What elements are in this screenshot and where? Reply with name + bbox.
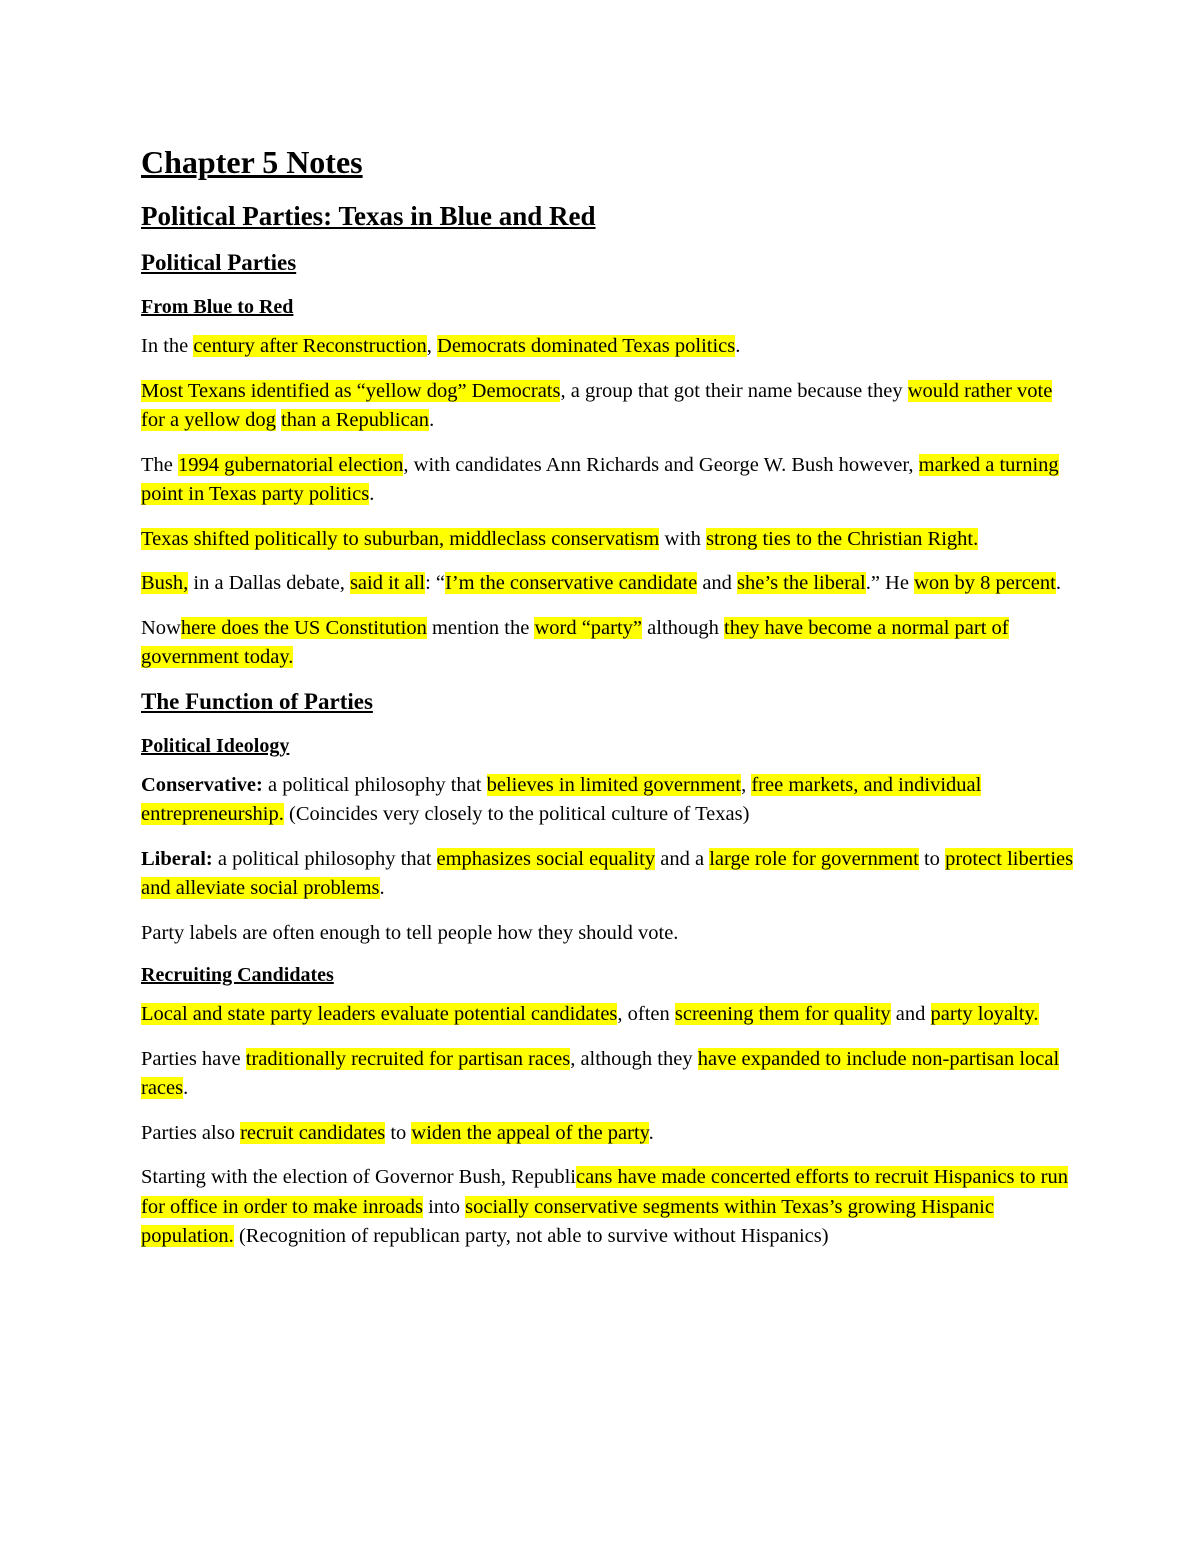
text-run: a political philosophy that [262, 773, 487, 796]
text-run: . [735, 335, 741, 357]
text-run: . [648, 1121, 654, 1144]
highlighted-text: protect liberties and alleviate social problems [141, 847, 1074, 899]
subsection-heading: From Blue to Red [141, 296, 294, 318]
highlighted-text: traditionally recruited for partisan races [245, 1047, 571, 1070]
highlighted-text: word “party” [534, 616, 643, 639]
paragraph [141, 1119, 1080, 1149]
highlighted-text: she’s the liberal [737, 572, 866, 594]
subsection-heading: Recruiting Candidates [141, 964, 334, 986]
highlighted-text: cans have made concerted efforts to recruit Hispanics to run for office in order to make inroads [141, 1166, 1068, 1218]
text-run: , a group that got their name because they [560, 379, 908, 402]
highlighted-text: strong ties to the Christian Right. [706, 527, 979, 550]
term-label: Conservative: [141, 773, 263, 796]
text-run: , with candidates Ann Richards and George W. Bush however, [403, 453, 919, 476]
text-run: (Recognition of republican party, not able to survive without Hispanics) [233, 1225, 829, 1247]
highlighted-text: than a Republican [281, 409, 430, 431]
text-run: . [369, 483, 375, 505]
paragraph [141, 919, 1080, 949]
text-run: . [183, 1077, 189, 1099]
paragraph [141, 451, 1080, 510]
doc-subtitle: Political Parties: Texas in Blue and Red [141, 201, 596, 231]
paragraph [141, 1163, 1080, 1252]
highlighted-text: believes in limited government [486, 773, 742, 796]
text-run: .” He [865, 572, 915, 594]
text-run: Now [141, 616, 181, 639]
highlighted-text: socially conservative segments within Texas’s growing Hispanic population. [141, 1195, 994, 1247]
text-run: and [697, 572, 738, 594]
highlighted-text: century after Reconstruction [193, 335, 427, 357]
paragraph [141, 771, 1080, 830]
doc-title: Chapter 5 Notes [141, 144, 363, 180]
highlighted-text: would rather vote for a yellow dog [141, 379, 1053, 431]
highlighted-text: large role for government [709, 847, 919, 870]
highlighted-text: widen the appeal of the party [411, 1121, 649, 1144]
text-run: a political philosophy that [212, 847, 437, 870]
highlighted-text: I’m the conservative candidate [445, 572, 698, 594]
paragraph [141, 614, 1080, 673]
paragraph [141, 1000, 1080, 1030]
highlighted-text: have expanded to include non-partisan local races [141, 1047, 1060, 1099]
text-run: in a Dallas debate, [188, 572, 350, 594]
doc-body [141, 246, 1080, 1252]
text-run: , although they [570, 1047, 698, 1070]
paragraph [141, 332, 1080, 362]
highlighted-text: won by 8 percent [914, 572, 1056, 594]
highlighted-text: emphasizes social equality [436, 847, 656, 870]
highlighted-text: party loyalty. [930, 1003, 1039, 1025]
subsection-heading: Political Ideology [141, 734, 290, 757]
text-run: In the [141, 335, 194, 357]
text-run: (Coincides very closely to the political culture of Texas) [283, 803, 750, 825]
text-run: Parties have [141, 1047, 246, 1070]
highlighted-text: they have become a normal part of government today. [141, 616, 1009, 668]
text-run: to [385, 1121, 412, 1144]
highlighted-text: free markets, and individual entrepreneurship. [141, 773, 982, 825]
text-run: mention the [426, 616, 535, 639]
text-run: Parties also [141, 1121, 241, 1144]
text-run: . [1055, 572, 1061, 594]
text-run: , [426, 335, 438, 357]
section-heading: The Function of Parties [141, 688, 373, 714]
highlighted-text: here does the US Constitution [180, 616, 427, 639]
text-run: although [642, 616, 725, 639]
text-run: into [422, 1195, 466, 1218]
highlighted-text: marked a turning point in Texas party politics [141, 453, 1059, 505]
text-run: and a [655, 847, 710, 870]
paragraph [141, 845, 1080, 904]
text-run: . [379, 877, 385, 899]
highlighted-text: Most Texans identified as “yellow dog” Democrats [141, 379, 561, 402]
text-run: : “ [425, 572, 446, 594]
highlighted-text: screening them for quality [674, 1003, 891, 1025]
text-run: to [918, 847, 946, 870]
highlighted-text: Local and state party leaders evaluate potential candidates [141, 1003, 618, 1025]
highlighted-text: Democrats dominated Texas politics [437, 335, 736, 357]
text-run: The [141, 453, 178, 476]
paragraph [141, 1045, 1080, 1104]
term-label: Liberal: [141, 847, 213, 870]
text-run: . [429, 409, 435, 431]
highlighted-text: Texas shifted politically to suburban, middleclass conservatism [141, 527, 660, 550]
paragraph [141, 569, 1080, 599]
text-run: and [890, 1003, 931, 1025]
section-heading: Political Parties [141, 250, 297, 275]
highlighted-text: said it all [349, 572, 426, 594]
text-run: with [659, 527, 707, 550]
highlighted-text: Bush, [141, 572, 189, 594]
text-run: , [741, 773, 752, 796]
paragraph [141, 377, 1080, 436]
text-run: , often [617, 1003, 675, 1025]
text-run: Starting with the election of Governor Bush, Republi [141, 1166, 576, 1188]
highlighted-text: 1994 gubernatorial election [178, 453, 404, 476]
highlighted-text: recruit candidates [240, 1121, 386, 1144]
paragraph [141, 525, 1080, 555]
text-run: Party labels are often enough to tell people how they should vote. [141, 921, 679, 944]
